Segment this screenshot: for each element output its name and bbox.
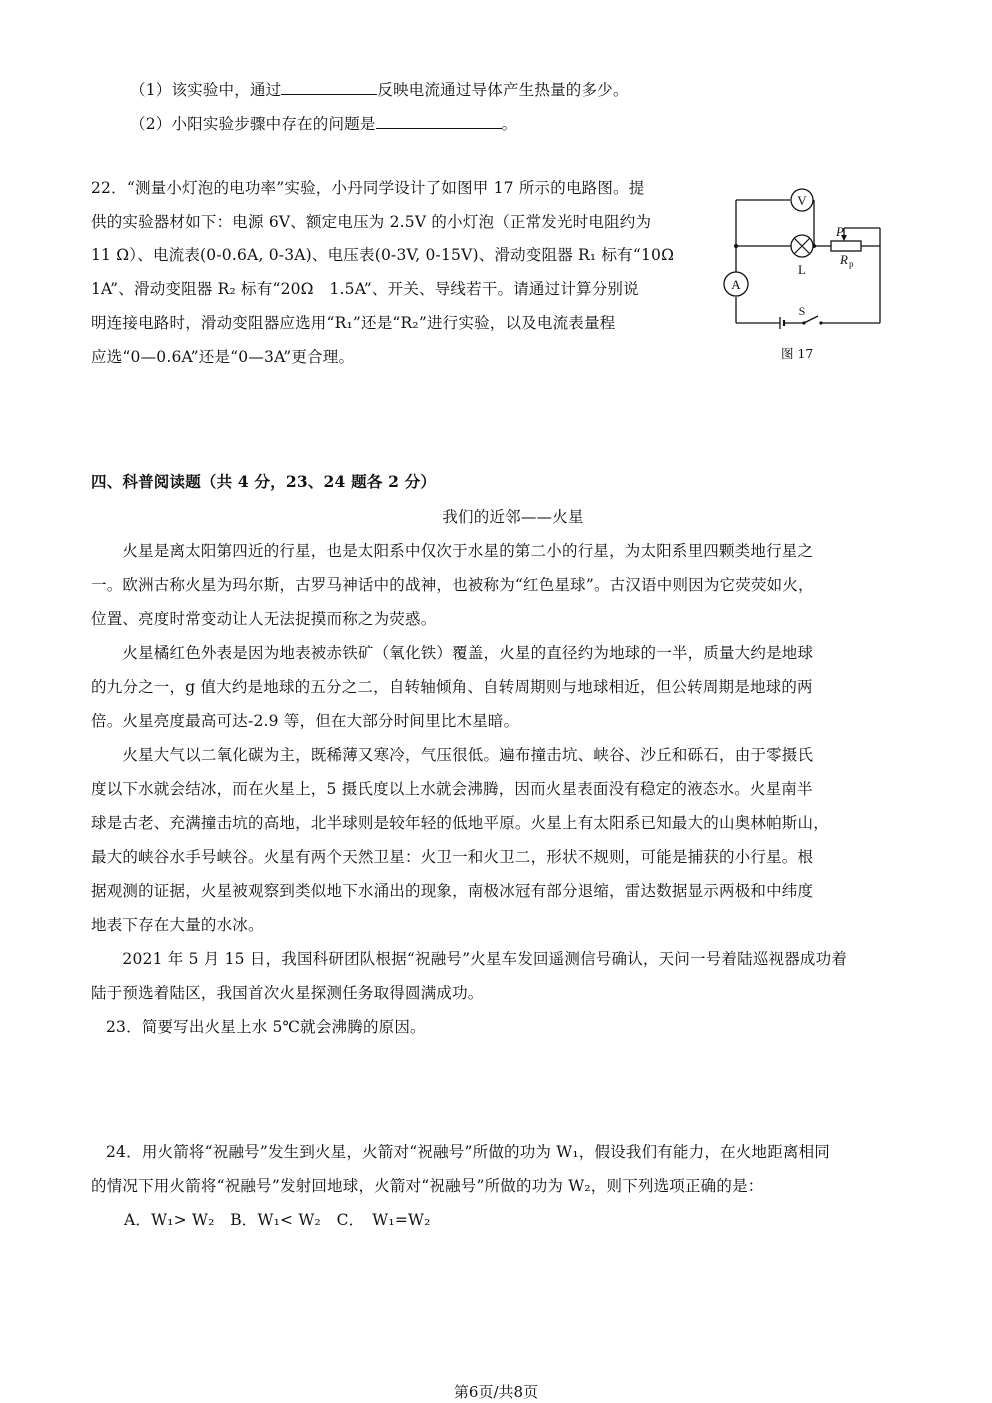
article-line: 火星橘红色外表是因为地表被赤铁矿（氧化铁）覆盖，火星的直径约为地球的一半，质量大约是地球 bbox=[91, 644, 814, 662]
switch-label: S bbox=[798, 304, 806, 318]
ammeter-label: A bbox=[731, 277, 741, 292]
q21-part1 bbox=[130, 78, 629, 100]
q22-line-5: 明连接电路时，滑动变阻器应选用“R₁”还是“R₂”进行实验，以及电流表量程 bbox=[91, 314, 616, 332]
q21-part2 bbox=[130, 112, 517, 134]
q22-line-6: 应选“0—0.6A”还是“0—3A”更合理。 bbox=[91, 348, 355, 366]
q21-part1-text-after: 反映电流通过导体产生热量的多少。 bbox=[377, 81, 629, 99]
page-footer: 第6页/共8页 bbox=[453, 1383, 539, 1401]
article-line: 的九分之一，g 值大约是地球的五分之二，自转轴倾角、自转周期则与地球相近，但公转周期是地球的两 bbox=[91, 678, 813, 696]
q22-line-3: 11 Ω）、电流表(0-0.6A, 0-3A)、电压表(0-3V, 0-15V)、滑动变阻器 R₁ 标有“10Ω bbox=[91, 246, 675, 264]
article-line: 地表下存在大量的水冰。 bbox=[91, 916, 264, 934]
q22-line-4: 1A”、滑动变阻器 R₂ 标有“20Ω 1.5A”、开关、导线若干。请通过计算分别说 bbox=[91, 280, 639, 298]
article-line: 火星是离太阳第四近的行星，也是太阳系中仅次于水星的第二小的行星，为太阳系里四颗类地行星之 bbox=[91, 542, 814, 560]
rheostat-subscript: p bbox=[849, 259, 854, 269]
rheostat-label: R bbox=[840, 252, 848, 267]
q22-line-1: 22．“测量小灯泡的电功率”实验，小丹同学设计了如图甲 17 所示的电路图。提 bbox=[91, 179, 645, 197]
lamp-label: L bbox=[798, 262, 806, 277]
section-heading: 四、科普阅读题（共 4 分，23、24 题各 2 分） bbox=[91, 472, 437, 491]
article-line: 火星大气以二氧化碳为主，既稀薄又寒冷，气压很低。遍布撞击坑、峡谷、沙丘和砾石，由于零摄氏 bbox=[91, 746, 814, 764]
article-line: 最大的峡谷水手号峡谷。火星有两个天然卫星：火卫一和火卫二，形状不规则，可能是捕获的小行星。根 bbox=[91, 848, 814, 866]
circuit-diagram bbox=[718, 180, 890, 340]
q21-part1-text: （1）该实验中，通过 bbox=[130, 81, 282, 99]
question-23: 23．简要写出火星上水 5℃就会沸腾的原因。 bbox=[106, 1018, 426, 1036]
question-24-line-2: 的情况下用火箭将“祝融号”发射回地球，火箭对“祝融号”所做的功为 W₂，则下列选项正确的是： bbox=[91, 1177, 764, 1195]
article-line: 倍。火星亮度最高可达-2.9 等，但在大部分时间里比木星暗。 bbox=[91, 712, 520, 730]
q21-blank-1[interactable] bbox=[281, 78, 377, 95]
article-line: 2021 年 5 月 15 日，我国科研团队根据“祝融号”火星车发回遥测信号确认，天问一号着陆巡视器成功着 bbox=[91, 950, 848, 968]
slider-label: P bbox=[836, 224, 844, 239]
article-line: 球是古老、充满撞击坑的高地，北半球则是较年轻的低地平原。火星上有太阳系已知最大的山奥林帕斯山， bbox=[91, 814, 829, 832]
article-line: 据观测的证据，火星被观察到类似地下水涌出的现象，南极冰冠有部分退缩，雷达数据显示两极和中纬度 bbox=[91, 882, 814, 900]
question-24-line-1: 24．用火箭将“祝融号”发生到火星，火箭对“祝融号”所做的功为 W₁，假设我们有能力，在火地距离相同 bbox=[106, 1143, 830, 1161]
q22-line-2: 供的实验器材如下：电源 6V、额定电压为 2.5V 的小灯泡（正常发光时电阻约为 bbox=[91, 213, 652, 231]
article-title: 我们的近邻——火星 bbox=[442, 508, 584, 526]
article-line: 一。欧洲古称火星为玛尔斯，古罗马神话中的战神，也被称为“红色星球”。古汉语中则因为它荧荧如火， bbox=[91, 576, 814, 594]
q21-part2-text-after: 。 bbox=[501, 115, 518, 133]
article-line: 度以下水就会结冰，而在火星上，5 摄氏度以上水就会沸腾，因而火星表面没有稳定的液态水。火星南半 bbox=[91, 780, 813, 798]
question-24-options: A．W₁> W₂ B．W₁< W₂ C． W₁=W₂ bbox=[124, 1211, 431, 1229]
q21-blank-2[interactable] bbox=[376, 112, 502, 129]
q21-part2-text: （2）小阳实验步骤中存在的问题是 bbox=[130, 115, 376, 133]
article-line: 陆于预选着陆区，我国首次火星探测任务取得圆满成功。 bbox=[91, 984, 484, 1002]
voltmeter-label: V bbox=[797, 193, 807, 208]
figure-caption: 图 17 bbox=[781, 346, 814, 361]
article-line: 位置、亮度时常变动让人无法捉摸而称之为荧惑。 bbox=[91, 610, 437, 628]
